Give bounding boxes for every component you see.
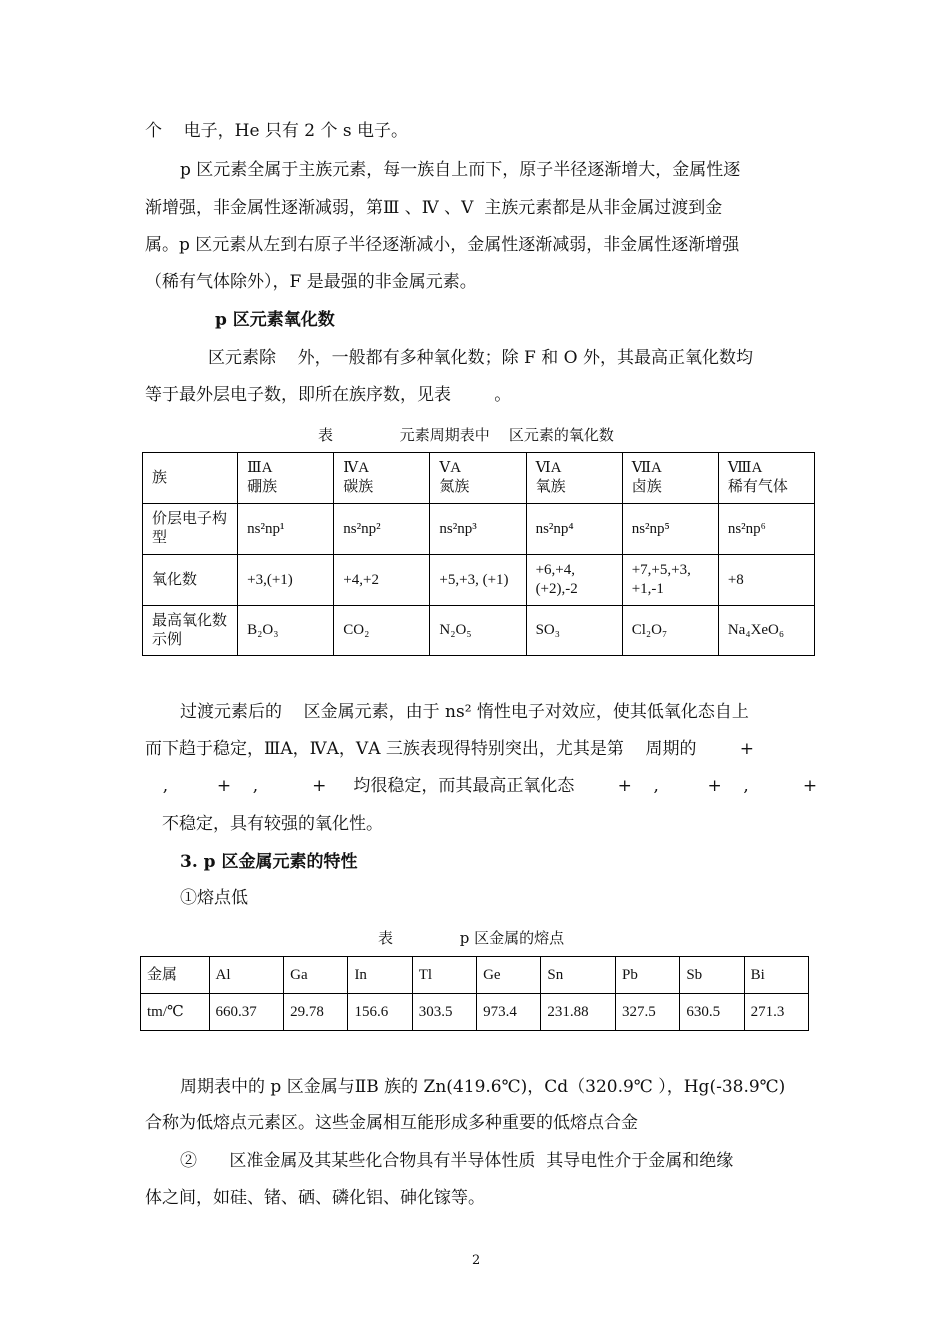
table-cell: CO₂: [334, 606, 430, 656]
page-number: 2: [472, 1253, 481, 1268]
table-row: [141, 957, 809, 994]
table-cell: ns²np⁶: [718, 504, 814, 555]
table-cell: ⅧA 稀有气体: [718, 453, 814, 504]
table-cell: 973.4: [477, 994, 541, 1031]
table-cell: 族: [143, 453, 238, 504]
text-line: 过渡元素后的 区金属元素，由于 ns² 惰性电子对效应，使其低氧化态自上: [180, 702, 749, 722]
table-caption: 表 元素周期表中 区元素的氧化数: [318, 426, 614, 444]
table-cell: Ga: [284, 957, 348, 994]
table-cell: ns²np⁴: [526, 504, 622, 555]
table-cell: +3,(+1): [238, 555, 334, 606]
section-heading: ①熔点低: [180, 888, 248, 908]
text-line: p 区元素全属于主族元素，每一族自上而下，原子半径逐渐增大，金属性逐: [180, 160, 741, 180]
text-line: 而下趋于稳定，ⅢA，ⅣA，ⅤA 三族表现得特别突出，尤其是第 周期的 +: [145, 739, 754, 759]
section-heading: 3. p 区金属元素的特性: [180, 852, 358, 872]
table-cell: 氧化数: [143, 555, 238, 606]
table-cell: Cl₂O₇: [622, 606, 718, 656]
table-cell: +4,+2: [334, 555, 430, 606]
table-cell: +6,+4, (+2),-2: [526, 555, 622, 606]
text-line: 属。p 区元素从左到右原子半径逐渐减小，金属性逐渐减弱，非金属性逐渐增强: [145, 235, 740, 255]
table-cell: ⅥA 氧族: [526, 453, 622, 504]
table-cell: tm/℃: [141, 994, 210, 1031]
text-line: 周期表中的 p 区金属与ⅡB 族的 Zn(419.6℃)，Cd（320.9℃ ），Hg(-38.9℃): [180, 1077, 786, 1097]
table-cell: +8: [718, 555, 814, 606]
table-cell: +5,+3, (+1): [430, 555, 526, 606]
table-cell: ⅢA 硼族: [238, 453, 334, 504]
table-cell: N₂O₅: [430, 606, 526, 656]
text-line: ② 区准金属及其某些化合物具有半导体性质 其导电性介于金属和绝缘: [180, 1151, 734, 1171]
table-caption: 表 p 区金属的熔点: [378, 929, 565, 947]
table-cell: 29.78: [284, 994, 348, 1031]
melting-point-table: [140, 956, 809, 1031]
table-cell: Tl: [412, 957, 476, 994]
table-cell: ⅤA 氮族: [430, 453, 526, 504]
table-cell: 231.88: [541, 994, 616, 1031]
table-cell: Al: [209, 957, 284, 994]
table-cell: 156.6: [348, 994, 412, 1031]
table-cell: Sb: [680, 957, 744, 994]
table-cell: 660.37: [209, 994, 284, 1031]
table-cell: In: [348, 957, 412, 994]
text-line: 个 电子，He 只有 2 个 s 电子。: [145, 121, 409, 141]
text-line: 合称为低熔点元素区。这些金属相互能形成多种重要的低熔点合金: [145, 1113, 638, 1133]
table-cell: ⅦA 卤族: [622, 453, 718, 504]
table-row: [143, 453, 815, 504]
table-cell: +7,+5,+3, +1,-1: [622, 555, 718, 606]
table-row: [143, 555, 815, 606]
table-cell: ns²np²: [334, 504, 430, 555]
text-line: 体之间，如硅、锗、硒、磷化铝、砷化镓等。: [145, 1188, 485, 1208]
section-heading: p 区元素氧化数: [215, 310, 335, 330]
table-cell: B₂O₃: [238, 606, 334, 656]
table-cell: Pb: [616, 957, 680, 994]
table-row: [143, 606, 815, 656]
oxidation-table: [142, 452, 815, 656]
table-row: [143, 504, 815, 555]
text-line: 区元素除 外，一般都有多种氧化数；除 F 和 O 外，其最高正氧化数均: [208, 348, 753, 368]
table-cell: 金属: [141, 957, 210, 994]
text-line: 渐增强，非金属性逐渐减弱，第Ⅲ 、Ⅳ 、Ⅴ 主族元素都是从非金属过渡到金: [145, 198, 723, 218]
table-cell: ns²np⁵: [622, 504, 718, 555]
table-cell: Bi: [744, 957, 808, 994]
table-cell: 最高氧化数示例: [143, 606, 238, 656]
text-line: （稀有气体除外），F 是最强的非金属元素。: [145, 272, 477, 292]
table-cell: SO₃: [526, 606, 622, 656]
table-cell: ns²np³: [430, 504, 526, 555]
table-cell: 630.5: [680, 994, 744, 1031]
table-cell: 271.3: [744, 994, 808, 1031]
table-cell: Na₄XeO₆: [718, 606, 814, 656]
table-cell: 303.5: [412, 994, 476, 1031]
text-line: , + , + 均很稳定，而其最高正氧化态 + , + , +: [152, 776, 818, 796]
text-line: 不稳定，具有较强的氧化性。: [162, 814, 383, 834]
table-cell: ⅣA 碳族: [334, 453, 430, 504]
table-row: [141, 994, 809, 1031]
table-cell: Sn: [541, 957, 616, 994]
text-line: 等于最外层电子数，即所在族序数，见表 。: [145, 385, 512, 405]
table-cell: 327.5: [616, 994, 680, 1031]
table-cell: ns²np¹: [238, 504, 334, 555]
table-cell: Ge: [477, 957, 541, 994]
table-cell: 价层电子构型: [143, 504, 238, 555]
